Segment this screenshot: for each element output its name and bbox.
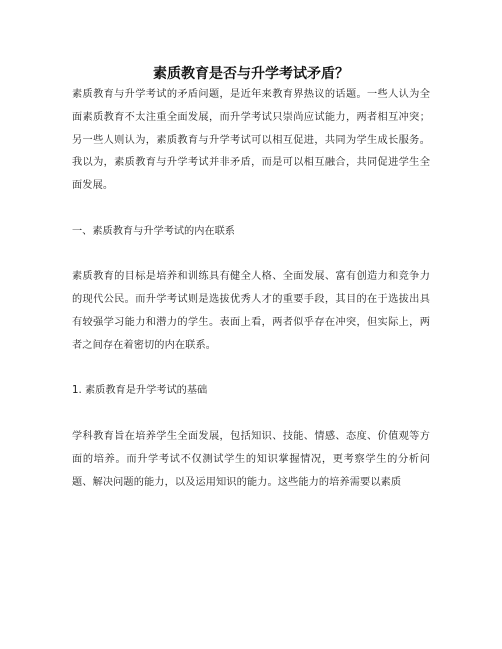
section-paragraph: 素质教育的目标是培养和训练具有健全人格、全面发展、富有创造力和竞争力的现代公民。而升学考试则是选拔优秀人才的重要手段，其目的在于选拔出具有较强学习能力和潜力的学生。表面上看，两者似乎存在冲突，但实际上，两者之间存在着密切的内在联系。 xyxy=(72,271,430,351)
section-heading: 一、素质教育与升学考试的内在联系 xyxy=(72,225,235,237)
subsection-paragraph: 学科教育旨在培养学生全面发展，包括知识、技能、情感、态度、价值观等方面的培养。而升学考试不仅测试学生的知识掌握情况，更考察学生的分析问题、解决问题的能力，以及运用知识的能力。这些能力的培养需要以素质 xyxy=(72,430,430,488)
document-title: 素质教育是否与升学考试矛盾？ xyxy=(153,66,349,82)
spacer xyxy=(72,358,430,381)
spacer xyxy=(72,198,430,221)
spacer xyxy=(72,403,430,426)
intro-paragraph: 素质教育与升学考试的矛盾问题，是近年来教育界热议的话题。一些人认为全面素质教育不太注重全面发展，而升学考试只崇尚应试能力，两者相互冲突；另一些人则认为，素质教育与升学考试可以相互促进，共同为学生成长服务。我以为，素质教育与升学考试并非矛盾，而是可以相互融合，共同促进学生全面发展。 xyxy=(72,89,430,192)
document-page xyxy=(72,64,430,494)
subsection-heading: 1. 素质教育是升学考试的基础 xyxy=(72,385,208,397)
spacer xyxy=(72,244,430,267)
